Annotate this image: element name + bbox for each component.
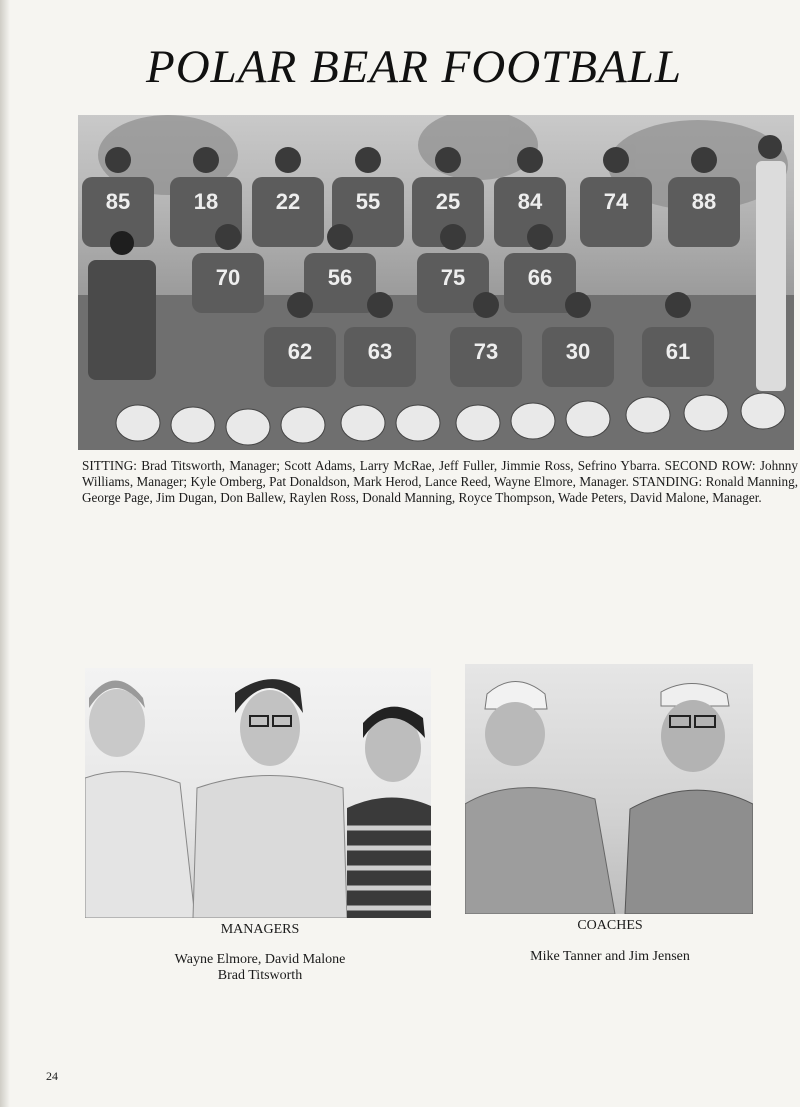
team-photo-caption: SITTING: Brad Titsworth, Manager; Scott Adams, Larry McRae, Jeff Fuller, Jimmie Ross, Sefrino Ybarra. SECOND ROW: Johnny Williams, Manager; Kyle Omberg, Pat Donaldson, Mark Herod, Lance Reed, Wayne Elmore, Manager. STANDING: Ronald Manning, George Page, Jim Dugan, Don Ballew, Raylen Ross, Donald Manning, Royce Thompson, Wade Peters, David Malone, Manager. xyxy=(82,458,798,505)
manager-middle xyxy=(193,679,347,918)
jersey-number: 62 xyxy=(287,339,313,364)
jersey-number: 70 xyxy=(215,265,241,290)
coaches-photo xyxy=(465,664,753,914)
managers-photo xyxy=(85,668,431,918)
managers-names-line1: Wayne Elmore, David Malone xyxy=(174,952,346,967)
manager-left xyxy=(85,681,195,919)
jersey-number: 63 xyxy=(367,339,393,364)
jersey-number: 84 xyxy=(517,189,543,214)
coaches-label: COACHES xyxy=(577,918,643,933)
standing-manager-right xyxy=(756,135,786,391)
coaches-names: Mike Tanner and Jim Jensen xyxy=(530,949,690,964)
page-title: POLAR BEAR FOOTBALL xyxy=(146,41,682,93)
jersey-number: 75 xyxy=(440,265,466,290)
jersey-number: 55 xyxy=(355,189,381,214)
jersey-number: 56 xyxy=(327,265,353,290)
jersey-number: 61 xyxy=(665,339,691,364)
standing-player xyxy=(252,147,324,247)
kneeling-manager-left xyxy=(88,231,156,380)
managers-names xyxy=(150,952,370,984)
jersey-number: 25 xyxy=(435,189,461,214)
jersey-number: 66 xyxy=(527,265,553,290)
team-photo xyxy=(78,115,794,450)
page-edge xyxy=(0,0,10,1107)
coach-right xyxy=(625,683,753,914)
jersey-number: 74 xyxy=(603,189,629,214)
manager-right xyxy=(347,707,431,918)
jersey-number: 22 xyxy=(275,189,301,214)
managers-names-line2: Brad Titsworth xyxy=(217,968,303,983)
jersey-number: 30 xyxy=(565,339,591,364)
page-number: 24 xyxy=(46,1069,58,1083)
coach-left xyxy=(465,682,615,915)
jersey-number: 18 xyxy=(193,189,219,214)
jersey-number: 88 xyxy=(691,189,717,214)
jersey-number: 85 xyxy=(105,189,131,214)
managers-label: MANAGERS xyxy=(220,922,300,937)
jersey-number: 73 xyxy=(473,339,499,364)
